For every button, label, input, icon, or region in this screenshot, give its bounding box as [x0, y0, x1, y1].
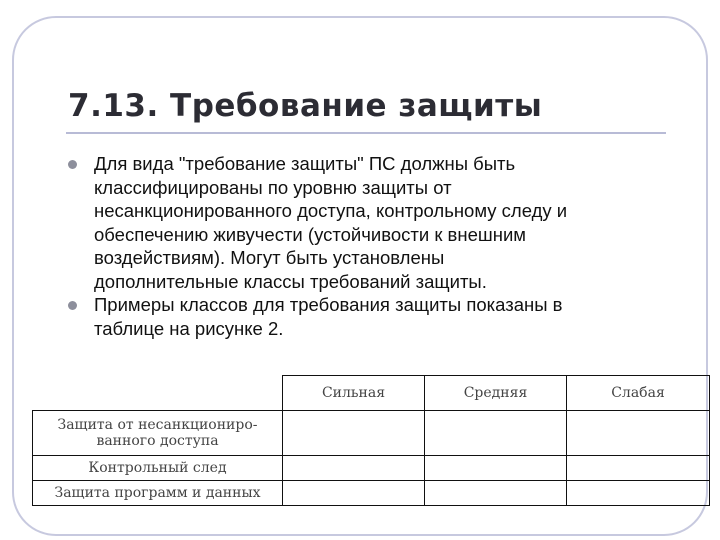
column-header-medium: Средняя	[425, 376, 567, 411]
table-row	[33, 411, 710, 456]
table-row	[33, 456, 710, 481]
bullet-dot-icon	[68, 160, 77, 169]
table-cell	[283, 411, 425, 456]
bullet-dot-icon	[68, 301, 77, 310]
table-corner-cell	[33, 376, 283, 411]
table-header-row	[33, 376, 710, 411]
table-cell	[425, 456, 567, 481]
bullet-item-2	[68, 293, 668, 340]
row-header-program-data-protection: Защита программ и данных	[33, 481, 283, 506]
table-cell	[567, 481, 710, 506]
table-cell	[567, 411, 710, 456]
bullet-text-1: Для вида "требование защиты" ПС должны быть классифицированы по уровню защиты от несанкционированного доступа, контрольному следу и обеспечению живучести (устойчивости к внешним воздействиям). Могут быть установлены дополнительные классы требований защиты.	[94, 153, 568, 292]
bullet-list	[68, 152, 668, 340]
slide-title: 7.13. Требование защиты	[68, 88, 543, 124]
title-divider	[66, 132, 666, 134]
column-header-weak: Слабая	[567, 376, 710, 411]
table-cell	[283, 456, 425, 481]
table-row	[33, 481, 710, 506]
table-cell	[425, 411, 567, 456]
requirements-table	[32, 375, 710, 506]
bullet-text-2: Примеры классов для требования защиты показаны в таблице на рисунке 2.	[94, 294, 563, 339]
column-header-strong: Сильная	[283, 376, 425, 411]
requirements-figure	[32, 375, 709, 515]
table-cell	[425, 481, 567, 506]
table-cell	[283, 481, 425, 506]
row-header-audit-trail: Контрольный след	[33, 456, 283, 481]
row-header-unauthorized-access: Защита от несанкциониро- ванного доступа	[33, 411, 283, 456]
bullet-item-1	[68, 152, 668, 293]
table-cell	[567, 456, 710, 481]
